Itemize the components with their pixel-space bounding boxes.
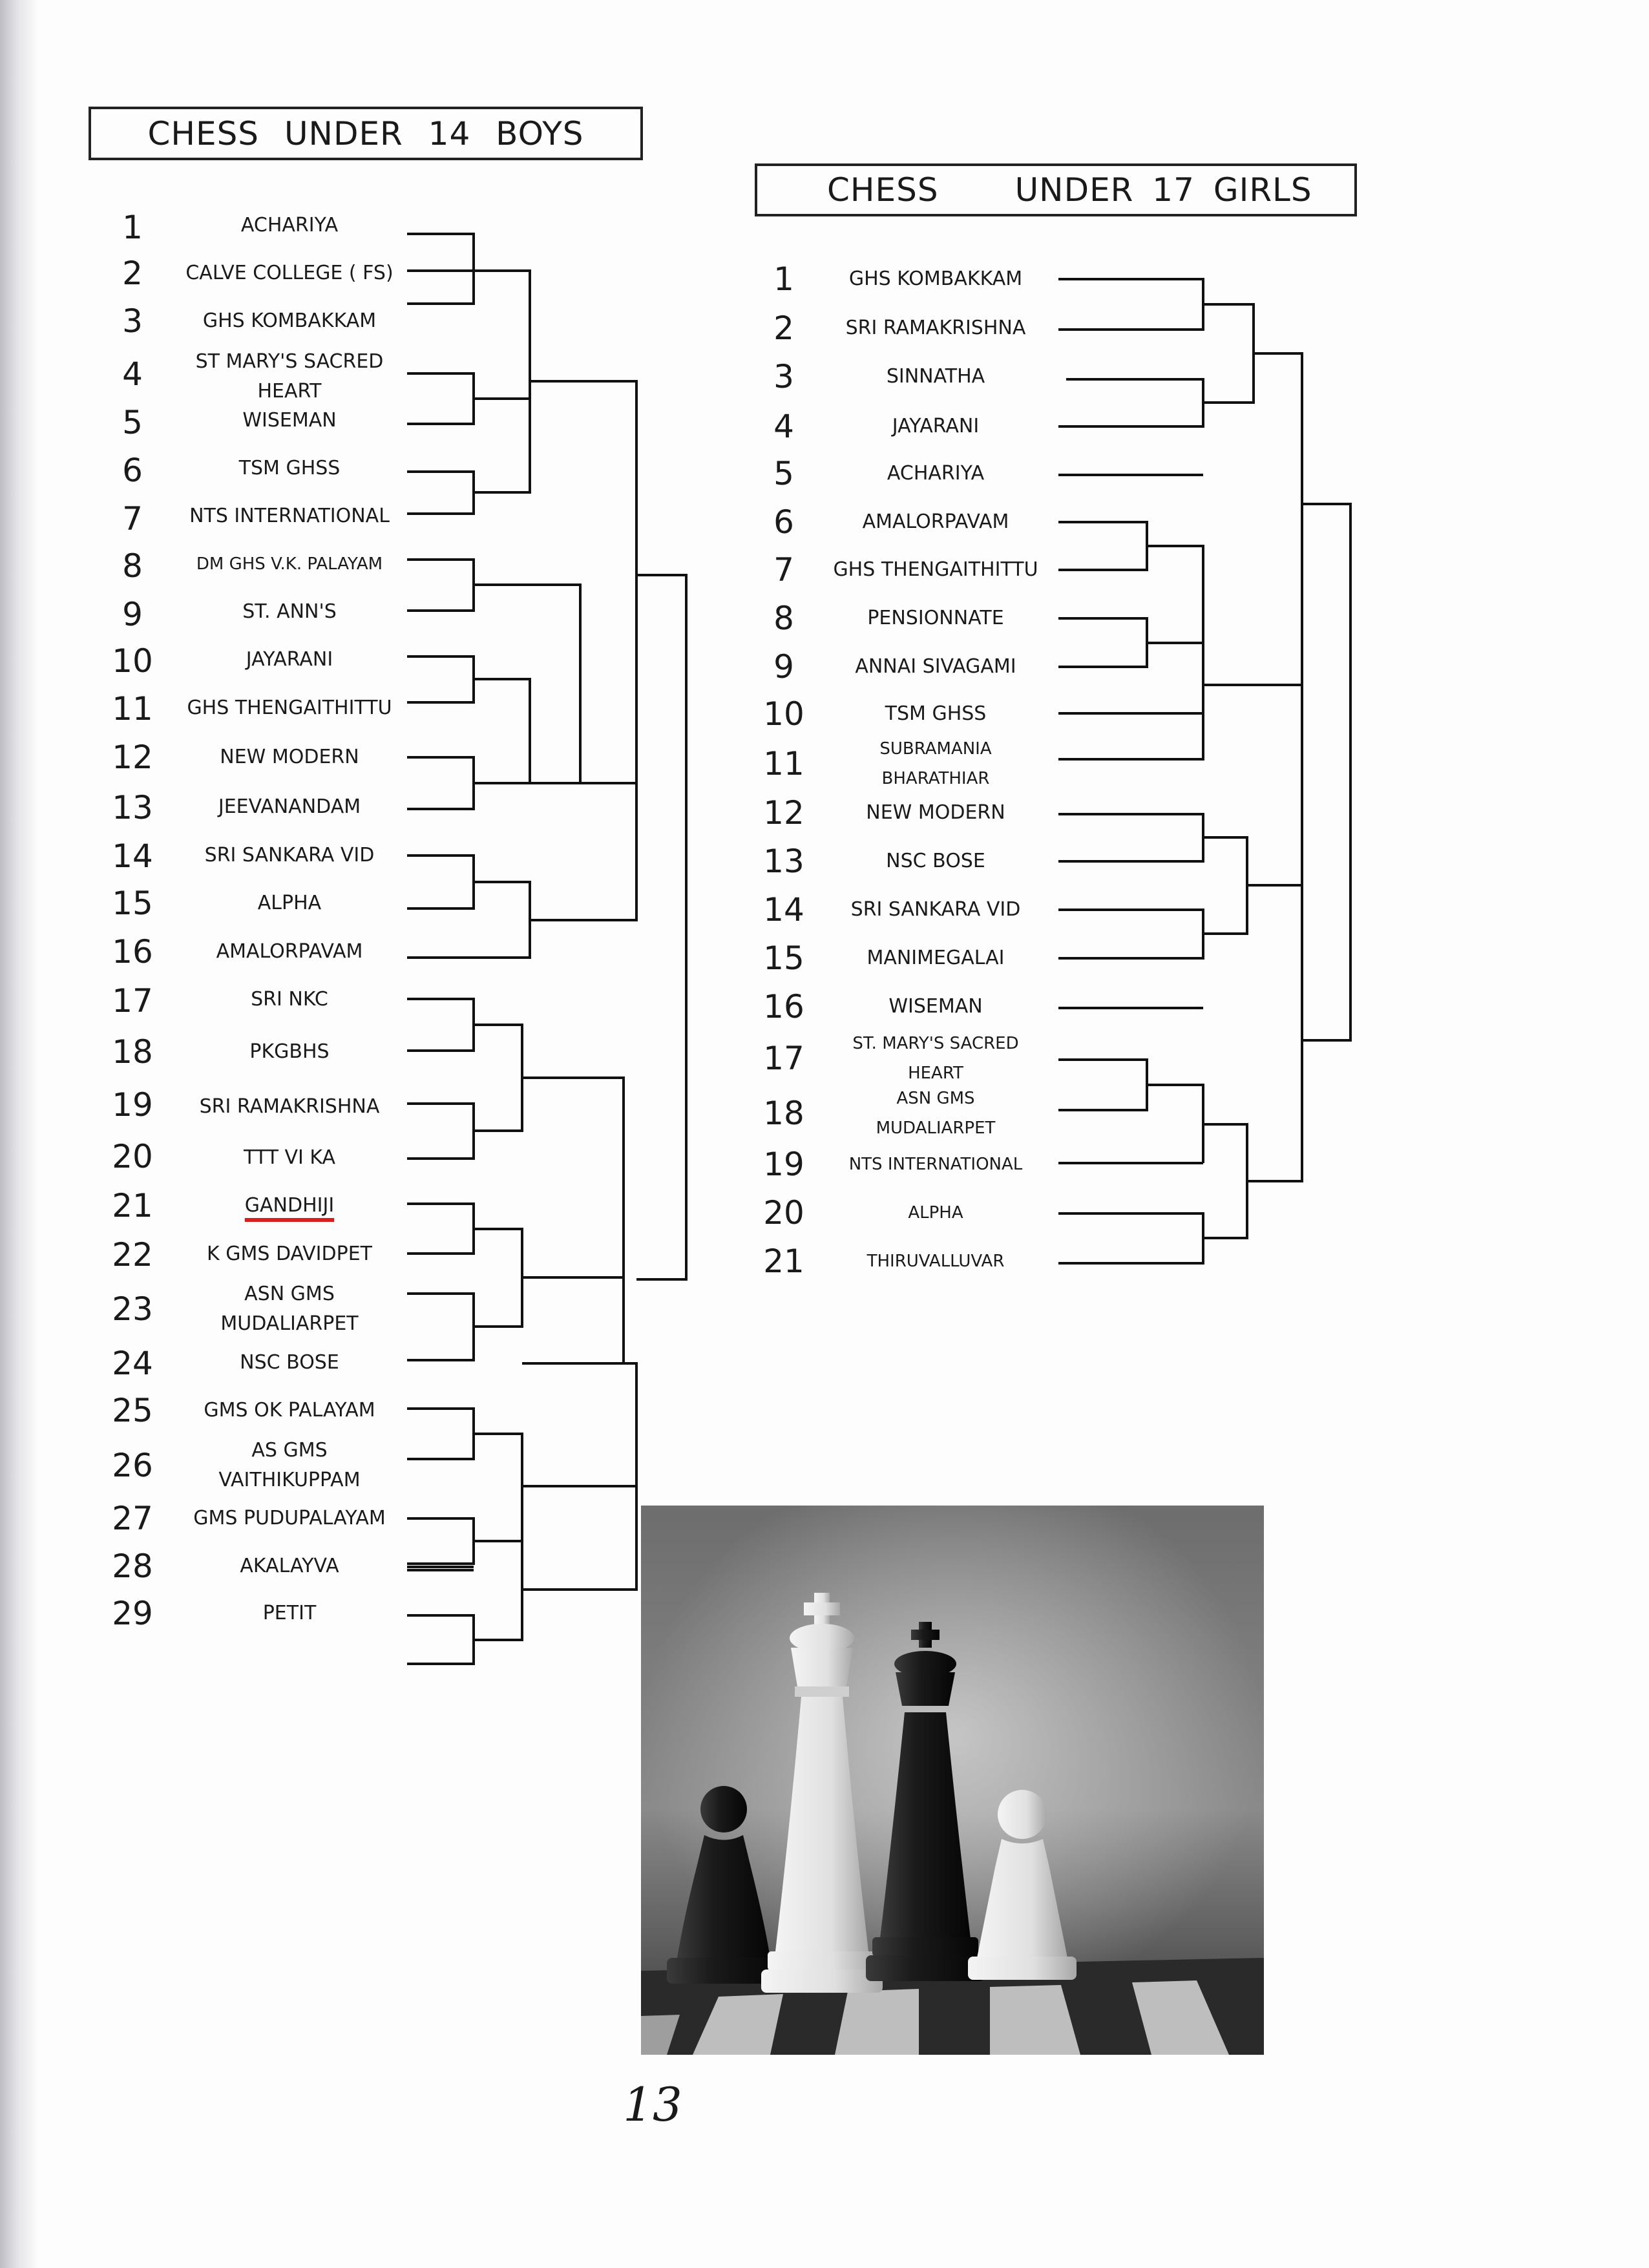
boys-school-name-text: WISEMAN xyxy=(242,409,337,432)
girls-seed-number: 18 xyxy=(763,1095,804,1132)
girls-seed-number: 13 xyxy=(763,843,804,880)
boys-seed-number: 10 xyxy=(112,642,153,680)
boys-seed-number: 21 xyxy=(112,1187,153,1224)
boys-school-name-text: CALVE COLLEGE ( FS) xyxy=(185,262,394,284)
boys-seed-number: 23 xyxy=(112,1290,153,1328)
boys-seed-number: 2 xyxy=(122,255,143,292)
boys-school-name-text: AMALORPAVAM xyxy=(216,940,363,963)
girls-seed-number: 16 xyxy=(763,988,804,1025)
girls-seed-number: 8 xyxy=(773,600,794,637)
boys-seed-number: 11 xyxy=(112,690,153,728)
boys-school-name-text: NSC BOSE xyxy=(240,1351,339,1374)
boys-seed-number: 9 xyxy=(122,596,143,633)
girls-school-name-text: ANNAI SIVAGAMI xyxy=(855,655,1016,678)
boys-school-name-text: GMS PUDUPALAYAM xyxy=(193,1507,386,1529)
girls-school-name-text: ST. MARY'S SACRED HEART xyxy=(852,1034,1019,1083)
girls-school-name-text: NSC BOSE xyxy=(886,850,985,872)
girls-seed-number: 20 xyxy=(763,1194,804,1232)
boys-school-name-text: SRI NKC xyxy=(251,988,328,1011)
boys-school-name-text: AS GMS VAITHIKUPPAM xyxy=(218,1439,361,1491)
boys-school-name-text: NTS INTERNATIONAL xyxy=(189,505,390,527)
boys-seed-number: 13 xyxy=(112,789,153,826)
boys-seed-number: 24 xyxy=(112,1345,153,1382)
boys-school-name-text: GHS KOMBAKKAM xyxy=(202,310,377,332)
boys-seed-number: 25 xyxy=(112,1392,153,1429)
girls-seed-number: 17 xyxy=(763,1040,804,1077)
girls-seed-number: 15 xyxy=(763,940,804,977)
girls-school-name-text: THIRUVALLUVAR xyxy=(867,1252,1005,1271)
boys-school-name-text: SRI RAMAKRISHNA xyxy=(199,1095,380,1118)
girls-school-name-text: SRI SANKARA VID xyxy=(850,898,1021,921)
girls-seed-number: 14 xyxy=(763,891,804,929)
girls-school-name-text: SINNATHA xyxy=(886,365,985,388)
boys-seed-number: 29 xyxy=(112,1595,153,1632)
girls-school-name-text: ASN GMS MUDALIARPET xyxy=(876,1089,996,1138)
boys-seed-number: 19 xyxy=(112,1086,153,1124)
boys-seed-number: 15 xyxy=(112,885,153,922)
girls-seed-number: 3 xyxy=(773,358,794,395)
girls-school-name-text: WISEMAN xyxy=(888,995,983,1018)
boys-school-name-text: SRI SANKARA VID xyxy=(204,844,375,866)
boys-seed-number: 8 xyxy=(122,547,143,585)
girls-school-name-text: TSM GHSS xyxy=(885,702,987,725)
boys-school-name-text: PETIT xyxy=(262,1602,317,1624)
boys-school-name-text: ACHARIYA xyxy=(240,214,339,236)
boys-seed-number: 22 xyxy=(112,1236,153,1274)
boys-seed-number: 12 xyxy=(112,739,153,776)
chess-pieces-photo xyxy=(641,1506,1264,2055)
girls-seed-number: 1 xyxy=(773,260,794,298)
boys-seed-number: 5 xyxy=(122,404,143,441)
girls-seed-number: 11 xyxy=(763,745,804,782)
boys-school-name-text: ST MARY'S SACRED HEART xyxy=(195,350,384,403)
boys-seed-number: 17 xyxy=(112,982,153,1020)
boys-school-name-text: ST. ANN'S xyxy=(242,600,337,623)
boys-school-name-text: NEW MODERN xyxy=(220,746,359,768)
girls-seed-number: 19 xyxy=(763,1146,804,1183)
boys-school-name-text: GMS OK PALAYAM xyxy=(204,1399,375,1422)
boys-school-name-text: JAYARANI xyxy=(246,648,333,671)
girls-school-name-text: GHS THENGAITHITTU xyxy=(833,558,1038,581)
boys-school-name-text: DM GHS V.K. PALAYAM xyxy=(196,554,383,574)
boys-school-name-text: JEEVANANDAM xyxy=(218,795,361,818)
girls-seed-number: 5 xyxy=(773,455,794,492)
girls-school-name-text: PENSIONNATE xyxy=(867,607,1004,629)
girls-school-name-text: JAYARANI xyxy=(892,415,980,437)
boys-school-name-text: ASN GMS MUDALIARPET xyxy=(220,1283,359,1335)
girls-seed-number: 2 xyxy=(773,310,794,347)
girls-seed-number: 7 xyxy=(773,551,794,589)
girls-title-part1: CHESS xyxy=(827,171,939,209)
boys-school-name-text: ALPHA xyxy=(257,892,322,914)
girls-seed-number: 4 xyxy=(773,408,794,445)
girls-school-name-text: NTS INTERNATIONAL xyxy=(848,1155,1023,1174)
boys-school-name-text: TTT VI KA xyxy=(243,1146,336,1169)
girls-school-name-text: MANIMEGALAI xyxy=(867,947,1005,969)
boys-seed-number: 4 xyxy=(122,355,143,393)
boys-seed-number: 26 xyxy=(112,1447,153,1484)
boys-seed-number: 3 xyxy=(122,302,143,340)
boys-school-name-text: PKGBHS xyxy=(249,1040,330,1063)
girls-seed-number: 12 xyxy=(763,794,804,832)
girls-bracket xyxy=(1058,279,1350,1263)
girls-school-name-text: AMALORPAVAM xyxy=(862,510,1009,533)
boys-school-name-text: GHS THENGAITHITTU xyxy=(187,697,392,719)
girls-school-name-text: SRI RAMAKRISHNA xyxy=(845,317,1026,339)
girls-title-part2: UNDER 17 GIRLS xyxy=(1014,171,1312,209)
girls-school-name-text: ACHARIYA xyxy=(887,462,985,485)
girls-seed-number: 6 xyxy=(773,503,794,541)
boys-school-name-text: GANDHIJI xyxy=(244,1194,335,1217)
boys-seed-number: 28 xyxy=(112,1548,153,1585)
boys-seed-number: 6 xyxy=(122,452,143,489)
girls-seed-number: 9 xyxy=(773,648,794,686)
boys-school-name-text: K GMS DAVIDPET xyxy=(207,1243,372,1265)
boys-school-name-text: TSM GHSS xyxy=(238,457,341,479)
girls-seed-number: 10 xyxy=(763,695,804,733)
girls-school-name-text: SUBRAMANIA BHARATHIAR xyxy=(879,739,992,788)
boys-seed-number: 18 xyxy=(112,1033,153,1071)
boys-seed-number: 14 xyxy=(112,837,153,875)
boys-seed-number: 27 xyxy=(112,1500,153,1537)
boys-school-name-text: AKALAYVA xyxy=(240,1555,339,1577)
girls-school-name-text: GHS KOMBAKKAM xyxy=(848,268,1023,290)
girls-seed-number: 21 xyxy=(763,1243,804,1280)
page-number: 13 xyxy=(623,2077,682,2132)
boys-seed-number: 7 xyxy=(122,500,143,538)
girls-school-name-text: NEW MODERN xyxy=(866,801,1005,824)
boys-bracket xyxy=(407,234,686,1664)
girls-school-name-text: ALPHA xyxy=(908,1203,963,1223)
boys-seed-number: 20 xyxy=(112,1138,153,1175)
boys-title-text: CHESS UNDER 14 BOYS xyxy=(147,114,584,152)
boys-seed-number: 1 xyxy=(122,209,143,246)
boys-seed-number: 16 xyxy=(112,933,153,971)
